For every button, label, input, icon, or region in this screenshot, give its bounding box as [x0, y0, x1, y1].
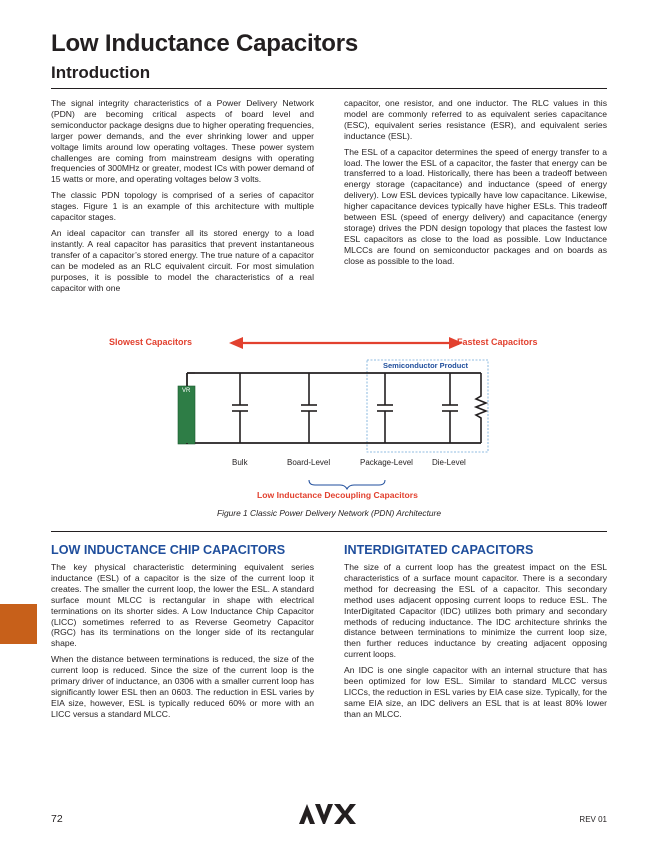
avx-logo-mark [298, 803, 358, 825]
section-heading-idc: INTERDIGITATED CAPACITORS [344, 543, 534, 557]
mid-divider [51, 531, 607, 532]
top-divider [51, 88, 607, 89]
paragraph: capacitor, one resistor, and one inductor. The RLC values in this model are commonly referred to as equivalent series capacitance (ESC), equivalent series resistance (ESR), and equivalent series inductance (ESL). [344, 98, 607, 141]
paragraph: The signal integrity characteristics of a Power Delivery Network (PDN) are becoming critical aspects of board level and semiconductor package designs due to higher operating frequencies, larger power demands, and the ever shrinking lower and upper voltage limits around low operating voltages. These power system challenges are coming from mainstream designs with operating frequencies of 300MHz or greater, modest ICs with power demand of 15 watts or more, and operating voltages below 3 volts. [51, 98, 314, 185]
paragraph: An ideal capacitor can transfer all its stored energy to a load instantly. A real capacitor has parasitics that prevent instantaneous transfer of a capacitor’s stored energy. The true nature of a capacitor can be modeled as an RLC equivalent circuit. For most simulation purposes, it is possible to model the characteristics of a real capacitor with one [51, 227, 314, 293]
capacitor-board-level [301, 373, 317, 443]
stage-label-board: Board-Level [287, 458, 331, 467]
paragraph: The ESL of a capacitor determines the speed of energy transfer to a load. The lower the ESL of a capacitor, the faster that energy can be transferred to a load. Historically, there has been a tradeoff between energy storage (capacitance) and inductance (speed of energy delivery). Low ESL devices typically have low capacitance. Likewise, higher capacitance devices typically have higher ESLs. This tradeoff between ESL (speed of energy delivery) and capacitance (energy storage) drives the PDN design topology that places the fastest low ESL capacitors as close to the load as possible. Low Inductance MLCCs are found on semiconductor packages and on boards as close as possible to the load. [344, 146, 607, 266]
speed-arrow [229, 337, 463, 349]
stage-label-bulk: Bulk [232, 458, 248, 467]
intro-right-column [344, 98, 607, 272]
slowest-label: Slowest Capacitors [109, 337, 193, 347]
page-title: Low Inductance Capacitors [51, 30, 359, 57]
decoupling-label: Low Inductance Decoupling Capacitors [257, 490, 418, 500]
fastest-label: Fastest Capacitors [457, 337, 538, 347]
capacitor-package-level [377, 373, 393, 443]
paragraph: The size of a current loop has the greatest impact on the ESL characteristics of a surface mount capacitor. There is a secondary method for decreasing the ESL of a capacitor. This secondary method uses adjacent opposing current loops to reduce ESL. The InterDigitated Capacitor (IDC) utilizes both primary and secondary methods of reducing inductance. The IDC architecture shrinks the distance between terminations to minimize the current loop size, then further reduces inductance by creating adjacent opposing current loops. [344, 562, 607, 660]
section-heading-licc: LOW INDUCTANCE CHIP CAPACITORS [51, 543, 286, 557]
licc-column [51, 562, 314, 725]
section-tab-marker [0, 604, 37, 644]
capacitor-die-level [442, 373, 458, 443]
paragraph: When the distance between terminations is reduced, the size of the current loop is reduced. Since the size of the current loop is the primary driver of inductance, an 0306 with a smaller current loop has significantly lower ESL then an 0603. The reduction in ESL varies by EIA size, however, ESL is typically reduced 60% or more with an LICC versus a standard MLCC. [51, 654, 314, 719]
revision: REV 01 [579, 815, 607, 824]
pdn-diagram [51, 330, 607, 505]
semiconductor-product-label: Semiconductor Product [383, 361, 469, 370]
paragraph: The classic PDN topology is comprised of a series of capacitor stages. Figure 1 is an example of this architecture with multiple capacitor stages. [51, 190, 314, 223]
vr-label: VR [182, 388, 191, 394]
paragraph: An IDC is one single capacitor with an internal structure that has been optimized for low ESL. Similar to standard MLCC versus LICCs, the reduction in ESL varies by EIA case size. Typically, for the same EIA size, an IDC delivers an ESL that is at least 80% lower than an MLCC. [344, 665, 607, 719]
paragraph: The key physical characteristic determining equivalent series inductance (ESL) of a capacitor is the size of the current loop it creates. The smaller the current loop, the lower the ESL. A standard surface mount MLCC is rectangular in shape with electrical terminations on its shorter sides. A Low Inductance Chip Capacitor (LICC) sometimes referred to as Reverse Geometry Capacitor (RGC) has its terminations on the longer side of its rectangular shape. [51, 562, 314, 649]
section-subtitle: Introduction [51, 63, 151, 82]
idc-column [344, 562, 607, 725]
avx-logo [298, 803, 358, 830]
capacitor-bulk [232, 373, 248, 443]
decoupling-brace [309, 480, 385, 489]
pdn-figure [51, 330, 607, 525]
intro-left-column [51, 98, 314, 298]
stage-label-die: Die-Level [432, 458, 466, 467]
figure-caption: Figure 1 Classic Power Delivery Network (PDN) Architecture [216, 508, 441, 518]
page-number: 72 [51, 813, 63, 825]
vr-source [178, 386, 195, 444]
stage-label-package: Package-Level [360, 458, 413, 467]
load-resistor [476, 373, 486, 443]
